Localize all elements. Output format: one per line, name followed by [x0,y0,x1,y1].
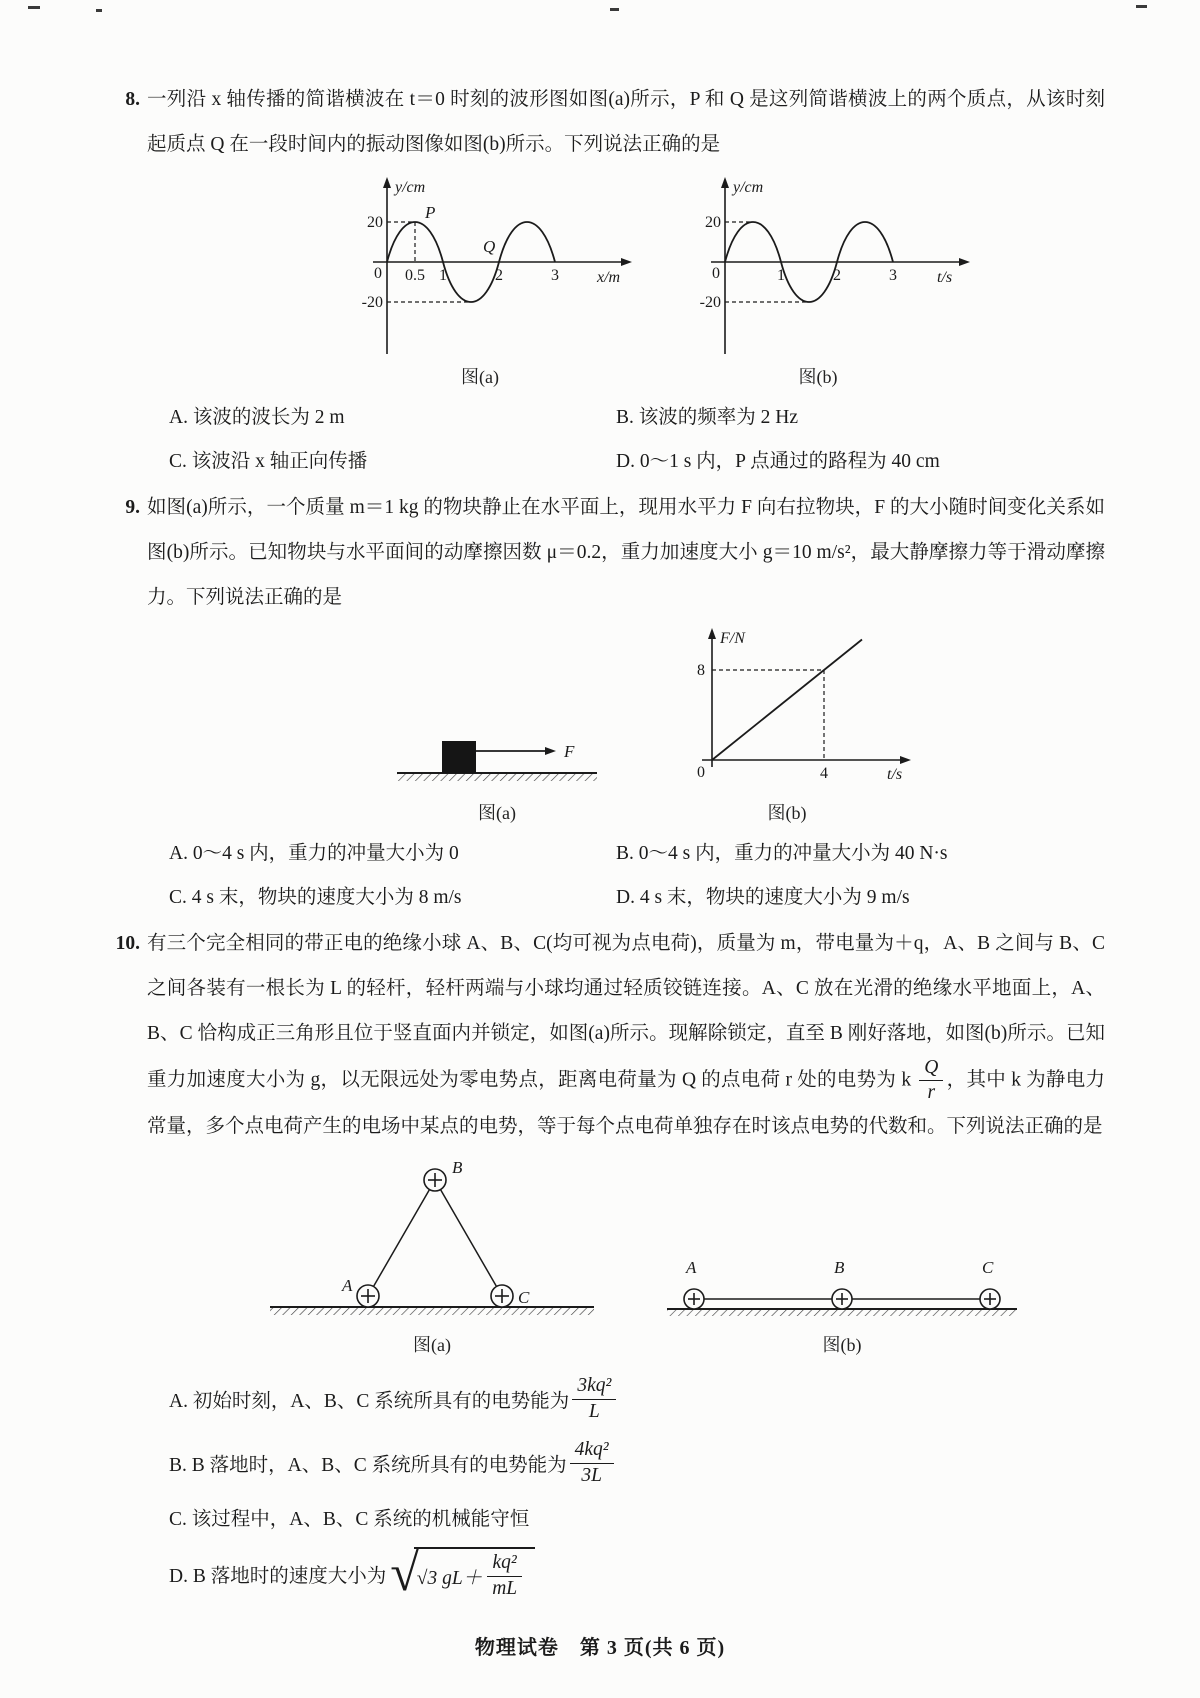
tick-4: 4 [820,764,828,782]
tick-0: 0 [712,264,720,282]
y-axis-arrow-icon [708,628,716,639]
potential-fraction [919,1057,943,1105]
option-b-text: B. B 落地时，A、B、C 系统所具有的电势能为 [169,1455,567,1477]
x-axis-arrow-icon [900,756,911,764]
label-c: C [982,1258,994,1278]
fraction-denominator: 3L [581,1464,602,1486]
option-a [169,1375,1105,1423]
option-d-fraction [487,1552,522,1600]
charge-a-icon [684,1289,704,1309]
charge-c-icon [491,1285,513,1307]
option-c: C. 4 s 末，物块的速度大小为 8 m/s [169,886,462,908]
point-q-label: Q [483,236,496,256]
rod-bc [435,1180,502,1296]
stem-text: ，其中 k 为静电力常量，多个点电荷产生的电场中某点的电势，等于每个点电荷单独存在时该点电势的代数和。下列说法正确的是 [147,1069,1105,1137]
x-axis-label: t/s [937,268,953,286]
tick-3: 3 [889,266,897,284]
tick-neg20: -20 [361,293,383,311]
options-q10 [169,1375,1105,1600]
tick-0: 0 [697,763,705,781]
y-axis-label: y/cm [733,178,764,196]
y-axis-arrow-icon [721,177,729,188]
option-d: D. 4 s 末，物块的速度大小为 9 m/s [616,886,910,908]
option-d: D. 0～1 s 内，P 点通过的路程为 40 cm [616,450,940,472]
figure-caption: 图(b) [798,366,838,387]
figure-caption: 图(a) [478,802,516,823]
options-q9 [169,839,1105,913]
charge-line-diagram [662,1247,1022,1327]
option-b: B. 该波的频率为 2 Hz [616,406,798,428]
force-line [712,639,862,760]
x-axis-label: x/m [597,268,621,286]
x-axis-arrow-icon [621,258,632,266]
tick-3: 3 [551,266,559,284]
option-a-text: A. 初始时刻，A、B、C 系统所具有的电势能为 [169,1391,570,1413]
fraction-denominator: r [927,1082,936,1104]
wave-graph-x [325,174,635,359]
radicand-text: √3 gL＋ [416,1568,483,1590]
label-a: A [686,1258,697,1278]
page-footer: 物理试卷 第 3 页(共 6 页) [474,1637,726,1659]
rod-ab [368,1180,435,1296]
tick-neg20: -20 [699,293,721,311]
figure-caption: 图(b) [767,802,807,823]
tick-1: 1 [777,266,785,284]
tick-20: 20 [367,213,383,231]
label-b: B [834,1258,845,1278]
question-stem: 一列沿 x 轴传播的简谐横波在 t＝0 时刻的波形图如图(a)所示，P 和 Q 是这列简谐横波上的两个质点，从该时刻起质点 Q 在一段时间内的振动图像如图(b)所示。下列说法正确的是 [147,89,1105,155]
x-axis-arrow-icon [959,258,970,266]
option-b: B. 0～4 s 内，重力的冲量大小为 40 N·s [616,842,948,864]
option-b-fraction [570,1439,614,1487]
option-b [169,1439,1105,1487]
tick-0p5: 0.5 [405,266,425,284]
scan-artifact [96,9,102,12]
scan-artifact [1136,5,1147,8]
figure-10a [262,1157,602,1357]
options-q8 [169,403,1105,477]
y-axis-label: F/N [720,629,745,647]
force-label: F [564,741,575,761]
fraction-numerator: 4kq² [570,1439,614,1463]
wave-graph-t [663,174,973,359]
question-9 [100,486,1105,912]
figure-caption: 图(b) [822,1335,862,1356]
charge-b-icon [424,1169,446,1191]
ground-hatch [397,773,597,781]
figure-9b [657,625,917,825]
radical-icon: √ [390,1544,419,1602]
figure-caption: 图(a) [413,1335,451,1356]
option-d-text: D. B 落地时的速度大小为 [169,1565,387,1587]
fraction-denominator: mL [492,1577,518,1599]
option-d [169,1544,1105,1602]
charge-triangle-diagram [262,1157,602,1327]
fraction-numerator: Q [919,1057,943,1081]
option-d-sqrt [390,1544,535,1602]
x-axis-label: t/s [887,765,903,783]
label-b: B [452,1158,463,1178]
y-axis-label: y/cm [395,178,426,196]
fraction-numerator: kq² [487,1552,522,1576]
option-c: C. 该波沿 x 轴正向传播 [169,450,368,472]
ground-hatch [270,1307,594,1315]
force-arrow-head-icon [545,747,556,755]
tick-2: 2 [833,266,841,284]
block-diagram [382,695,612,795]
tick-8: 8 [697,661,705,679]
question-10 [100,922,1105,1616]
option-a-fraction [572,1375,616,1423]
scan-artifact [28,6,40,9]
question-number: 10. [115,933,140,955]
scan-artifact [610,8,619,11]
figure-8a [325,174,635,389]
question-number: 9. [125,497,140,519]
point-p-label: P [425,202,436,222]
label-c: C [518,1288,530,1308]
figure-10b [662,1247,1022,1357]
option-a: A. 0～4 s 内，重力的冲量大小为 0 [169,842,459,864]
fraction-numerator: 3kq² [572,1375,616,1399]
fraction-denominator: L [588,1400,600,1422]
block [442,741,476,773]
option-c [169,1503,1105,1531]
question-number: 8. [125,89,140,110]
stem-text: 有三个完全相同的带正电的绝缘小球 A、B、C(均可视为点电荷)，质量为 m，带电量为＋q，A、B 之间与 B、C 之间各装有一根长为 L 的轻杆，轻杆两端与小球均通过轻质铰链连接。A、C 放在光滑的绝缘水平地面上，A、B、C 恰构成正三角形且位于竖直面内并锁定，如图(a)所示。现解除锁定，直至 B 刚好落地，如图(b)所示。已知重力加速度大小为 g，以无限远处为零电势点，距离电荷量为 Q 的点电荷 r 处的电势为 k [147,933,1105,1091]
charge-c-icon [980,1289,1000,1309]
charge-a-icon [357,1285,379,1307]
ground-hatch [667,1309,1017,1316]
option-c-text: C. 该过程中，A、B、C 系统的机械能守恒 [169,1509,530,1531]
y-axis-arrow-icon [383,177,391,188]
question-stem: 如图(a)所示，一个质量 m＝1 kg 的物块静止在水平面上，现用水平力 F 向右拉物块，F 的大小随时间变化关系如图(b)所示。已知物块与水平面间的动摩擦因数 μ＝0.2，重力加速度大小 g＝10 m/s²，最大静摩擦力等于滑动摩擦力。下列说法正确的是 [147,497,1105,608]
radicand [414,1547,535,1600]
tick-1: 1 [439,266,447,284]
tick-0: 0 [374,264,382,282]
tick-20: 20 [705,213,721,231]
figure-8b [663,174,973,389]
question-stem [147,922,1105,1149]
force-time-graph [657,625,917,795]
tick-2: 2 [495,266,503,284]
label-a: A [342,1276,353,1296]
figure-9a [382,695,612,825]
question-8 [100,78,1105,476]
charge-b-icon [832,1289,852,1309]
figure-caption: 图(a) [461,366,499,387]
option-a: A. 该波的波长为 2 m [169,406,345,428]
